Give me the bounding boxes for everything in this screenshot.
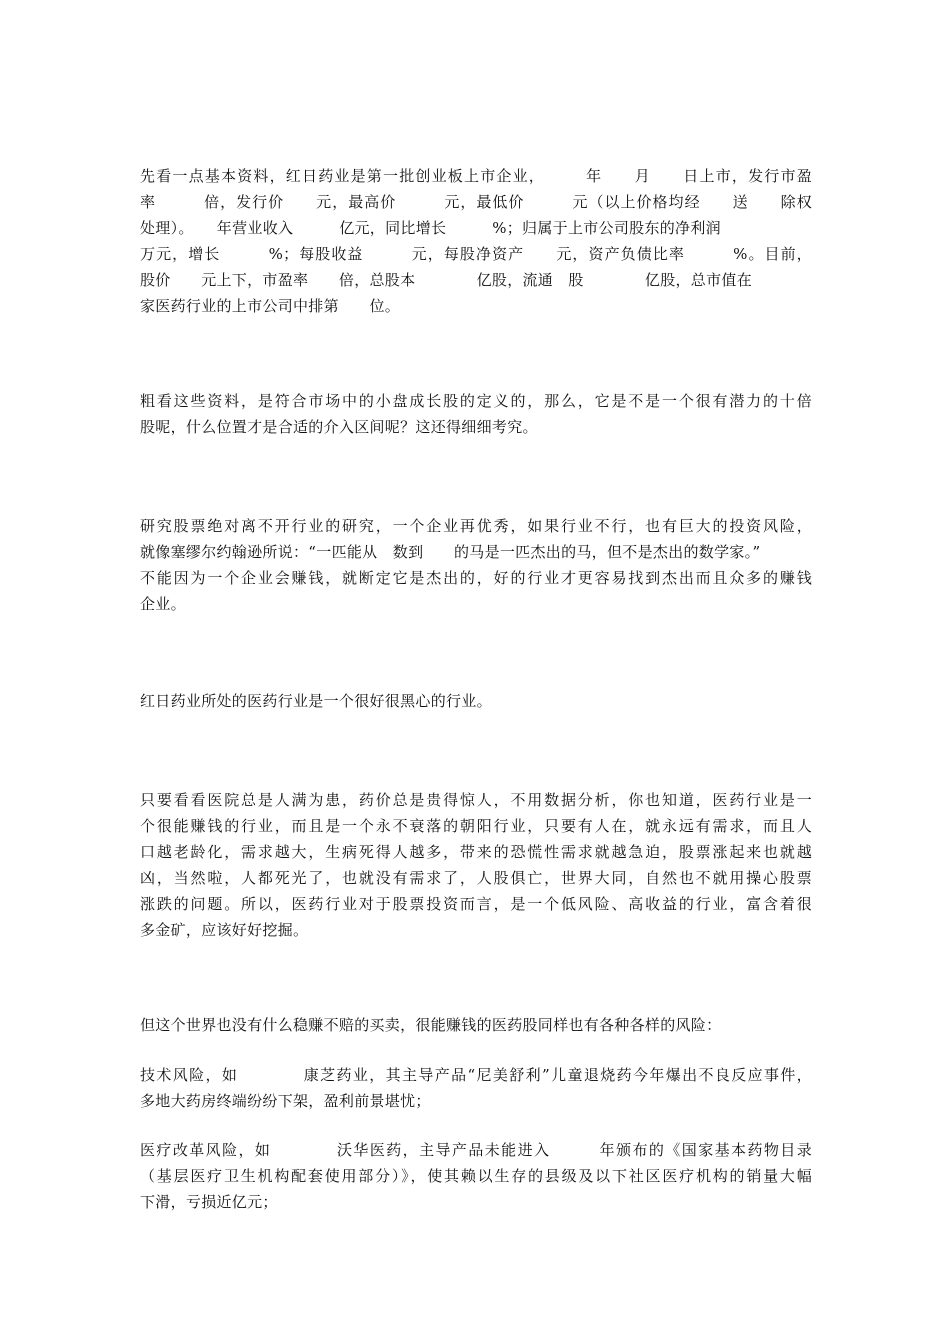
text-line: 股价 元上下，市盈率 倍，总股本 亿股，流通 股 亿股，总市值在 bbox=[140, 271, 753, 289]
paragraph-technical-risk bbox=[140, 1062, 812, 1114]
paragraph-hospital-demand bbox=[140, 787, 812, 943]
text-line: 多地大药房终端纷纷下架，盈利前景堪忧； bbox=[140, 1092, 431, 1110]
text-line: 就像塞缪尔约翰逊所说：“一匹能从 数到 的马是一匹杰出的马，但不是杰出的数学家。” bbox=[140, 543, 761, 561]
text-line: 凶，当然啦，人都死光了，也就没有需求了，人股俱亡，世界大同，自然也不就用操心股票 bbox=[140, 869, 812, 887]
text-line: 不能因为一个企业会赚钱，就断定它是杰出的，好的行业才更容易找到杰出而且众多的赚钱 bbox=[140, 569, 812, 587]
text-line: 涨跌的问题。所以，医药行业对于股票投资而言，是一个低风险、高收益的行业，富含着很 bbox=[140, 895, 812, 913]
paragraph-risks-intro bbox=[140, 1012, 812, 1038]
text-line: 率 倍，发行价 元，最高价 元，最低价 元（以上价格均经 送 除权 bbox=[140, 193, 812, 211]
text-line: 处理）。 年营业收入 亿元，同比增长 %；归属于上市公司股东的净利润 bbox=[140, 219, 721, 237]
text-line: 万元，增长 %；每股收益 元，每股净资产 元，资产负债比率 %。目前， bbox=[140, 245, 812, 263]
text-line: 红日药业所处的医药行业是一个很好很黑心的行业。 bbox=[140, 692, 492, 710]
paragraph-medical-reform-risk bbox=[140, 1137, 812, 1215]
text-line: 先看一点基本资料，红日药业是第一批创业板上市企业， 年 月 日上市，发行市盈 bbox=[140, 167, 812, 185]
text-line: 只要看看医院总是人满为患，药价总是贵得惊人，不用数据分析，你也知道，医药行业是一 bbox=[140, 791, 812, 809]
text-line: 技术风险，如 康芝药业，其主导产品“尼美舒利”儿童退烧药今年爆出不良反应事件， bbox=[140, 1066, 812, 1084]
text-line: 下滑，亏损近亿元； bbox=[140, 1193, 278, 1211]
text-line: 口越老龄化，需求越大，生病死得人越多，带来的恐慌性需求就越急迫，股票涨起来也就越 bbox=[140, 843, 812, 861]
paragraph-small-cap-growth bbox=[140, 388, 812, 440]
text-line: 个很能赚钱的行业，而且是一个永不衰落的朝阳行业，只要有人在，就永远有需求，而且人 bbox=[140, 817, 812, 835]
text-line: 股呢，什么位置才是合适的介入区间呢？这还得细细考究。 bbox=[140, 418, 538, 436]
text-line: （基层医疗卫生机构配套使用部分）》，使其赖以生存的县级及以下社区医疗机构的销量大幅 bbox=[140, 1167, 812, 1185]
text-line: 但这个世界也没有什么稳赚不赔的买卖，很能赚钱的医药股同样也有各种各样的风险： bbox=[140, 1016, 722, 1034]
text-line: 企业。 bbox=[140, 595, 186, 613]
text-line: 粗看这些资料，是符合市场中的小盘成长股的定义的，那么，它是不是一个很有潜力的十倍 bbox=[140, 392, 812, 410]
paragraph-pharma-industry bbox=[140, 688, 812, 714]
text-line: 研究股票绝对离不开行业的研究，一个企业再优秀，如果行业不行，也有巨大的投资风险， bbox=[140, 517, 812, 535]
paragraph-industry-research bbox=[140, 513, 812, 617]
paragraph-company-basics bbox=[140, 163, 812, 319]
text-line: 多金矿，应该好好挖掘。 bbox=[140, 921, 309, 939]
text-line: 医疗改革风险，如 沃华医药，主导产品未能进入 年颁布的《国家基本药物目录 bbox=[140, 1141, 812, 1159]
text-line: 家医药行业的上市公司中排第 位。 bbox=[140, 297, 401, 315]
